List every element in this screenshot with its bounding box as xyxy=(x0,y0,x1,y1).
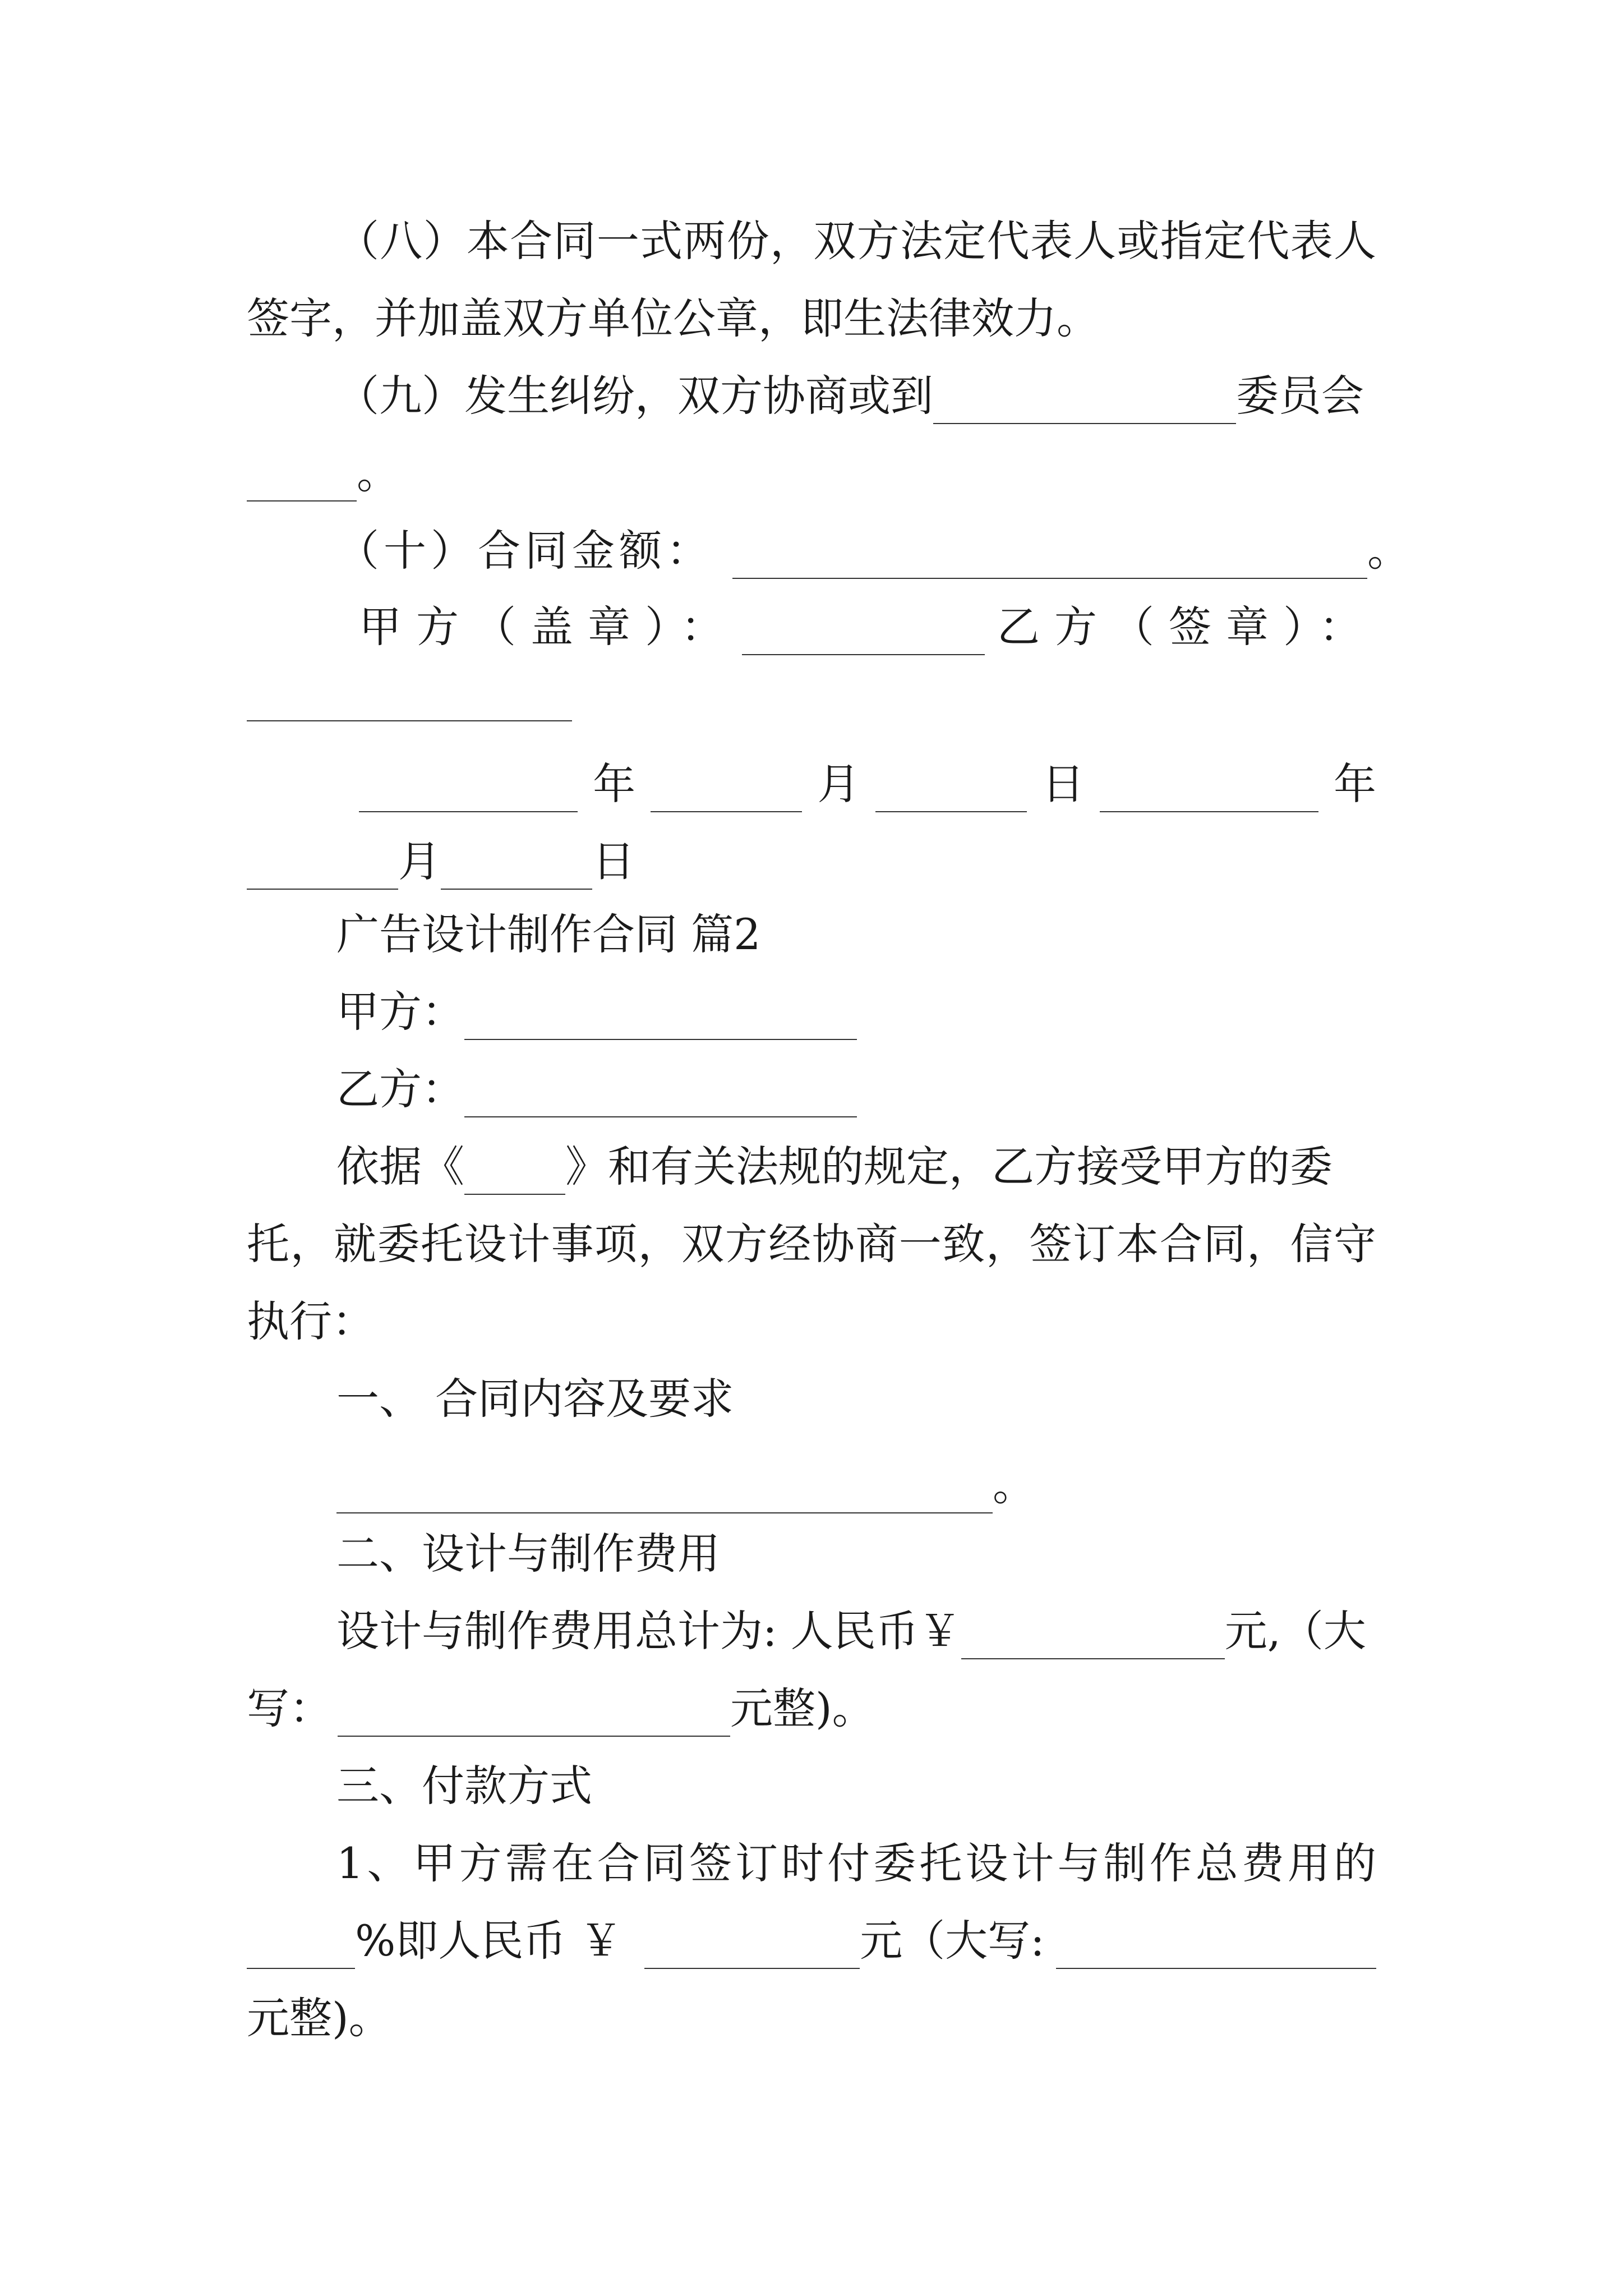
blank-committee-action[interactable] xyxy=(247,457,357,501)
basis-line-2 xyxy=(247,1216,1376,1272)
section-2-party-a xyxy=(336,984,1376,1040)
heading-3-text: 三、付款方式 xyxy=(336,1761,592,1811)
blank-party-a-day[interactable] xyxy=(875,767,1027,812)
blank-pay-amount[interactable] xyxy=(644,1924,860,1969)
section-2-party-a-label: 甲方： xyxy=(336,987,464,1037)
section-2-party-b xyxy=(336,1061,1376,1117)
year-label-a: 年 xyxy=(593,759,636,809)
heading-1 xyxy=(336,1371,1376,1427)
party-a-seal-label: 甲方（盖章）： xyxy=(359,602,738,652)
fee-line-2 xyxy=(247,1681,1376,1737)
clause-8-line-1 xyxy=(336,213,1376,269)
pay-text-2a: %即人民币 ￥ xyxy=(355,1916,623,1966)
basis-text-1a: 依据《 xyxy=(336,1142,464,1191)
heading-2-text: 二、设计与制作费用 xyxy=(336,1529,720,1579)
fee-text-2b: 元整)。 xyxy=(730,1683,875,1733)
month-label-a: 月 xyxy=(817,759,860,809)
contract-amount-label: （十）合同金额： xyxy=(336,526,713,576)
clause-8-text-1: （八）本合同一式两份，双方法定代表人或指定代表人 xyxy=(336,216,1377,266)
section-2-title xyxy=(336,907,1376,963)
pay-line-3 xyxy=(247,1990,1376,2046)
blank-pay-percent[interactable] xyxy=(247,1924,355,1969)
basis-text-2: 托，就委托设计事项，双方经协商一致，签订本合同，信守 xyxy=(247,1219,1377,1269)
heading-1-end: 。 xyxy=(993,1460,1035,1510)
date-line-2 xyxy=(247,834,1376,890)
blank-contract-content[interactable] xyxy=(336,1469,993,1513)
clause-8-text-2: 签字，并加盖双方单位公章，即生法律效力。 xyxy=(247,293,1099,343)
pay-line-1 xyxy=(336,1835,1380,1892)
blank-fee-capital[interactable] xyxy=(338,1692,730,1737)
heading-1-content xyxy=(336,1457,1376,1513)
blank-contract-amount[interactable] xyxy=(732,534,1367,579)
pay-text-2b: 元（大写: xyxy=(860,1916,1045,1966)
section-2-title-text: 广告设计制作合同 篇2 xyxy=(336,909,761,959)
blank-party-b-month[interactable] xyxy=(247,845,398,890)
fee-text-2a: 写： xyxy=(247,1683,332,1733)
blank-section-2-party-a[interactable] xyxy=(464,995,857,1040)
blank-section-2-party-b[interactable] xyxy=(464,1073,857,1117)
blank-party-b-seal[interactable] xyxy=(247,677,572,721)
clause-9-text-1a: （九）发生纠纷，双方协商或到 xyxy=(336,371,933,421)
blank-party-a-year[interactable] xyxy=(359,767,578,812)
clause-9-line-1 xyxy=(336,368,1376,424)
blank-party-b-year[interactable] xyxy=(1100,767,1318,812)
day-label-a: 日 xyxy=(1041,759,1085,809)
fee-text-1a: 设计与制作费用总计为: 人民币￥ xyxy=(336,1606,961,1656)
basis-text-3: 执行： xyxy=(247,1296,375,1346)
basis-line-1 xyxy=(336,1139,1376,1195)
contract-amount-end: 。 xyxy=(1367,526,1410,576)
heading-1-text: 一、 合同内容及要求 xyxy=(336,1374,734,1424)
blank-fee-amount[interactable] xyxy=(961,1614,1225,1659)
fee-text-1b: 元,（大 xyxy=(1224,1606,1366,1656)
blank-party-a-seal[interactable] xyxy=(742,610,984,655)
clause-9-text-1b: 委员会 xyxy=(1236,371,1364,421)
blank-pay-capital[interactable] xyxy=(1056,1924,1376,1969)
blank-law-name[interactable] xyxy=(464,1150,565,1195)
clause-10-line xyxy=(336,523,1410,579)
heading-3 xyxy=(336,1758,1376,1814)
month-label-b: 月 xyxy=(398,836,441,886)
clause-8-line-2 xyxy=(247,291,1376,347)
party-b-seal-label: 乙方（签章）： xyxy=(997,602,1376,652)
signature-line-2 xyxy=(247,665,1376,721)
date-line-1 xyxy=(359,756,1376,812)
pay-text-1: 1、甲方需在合同签订时付委托设计与制作总费用的 xyxy=(336,1838,1380,1888)
signature-line xyxy=(359,599,1376,655)
basis-text-1b: 》和有关法规的规定，乙方接受甲方的委 xyxy=(565,1142,1332,1191)
pay-line-2 xyxy=(247,1913,1376,1969)
blank-party-b-day[interactable] xyxy=(441,845,592,890)
heading-2 xyxy=(336,1526,1376,1582)
day-label-b: 日 xyxy=(592,836,635,886)
year-label-b: 年 xyxy=(1333,759,1376,809)
blank-committee-name[interactable] xyxy=(933,379,1236,424)
clause-9-text-2b: 。 xyxy=(357,448,399,498)
blank-party-a-month[interactable] xyxy=(651,767,802,812)
pay-text-3: 元整)。 xyxy=(247,1993,391,2043)
clause-9-line-2 xyxy=(247,445,1376,501)
fee-line-1 xyxy=(336,1603,1376,1659)
basis-line-3 xyxy=(247,1294,1376,1350)
section-2-party-b-label: 乙方： xyxy=(336,1064,464,1114)
